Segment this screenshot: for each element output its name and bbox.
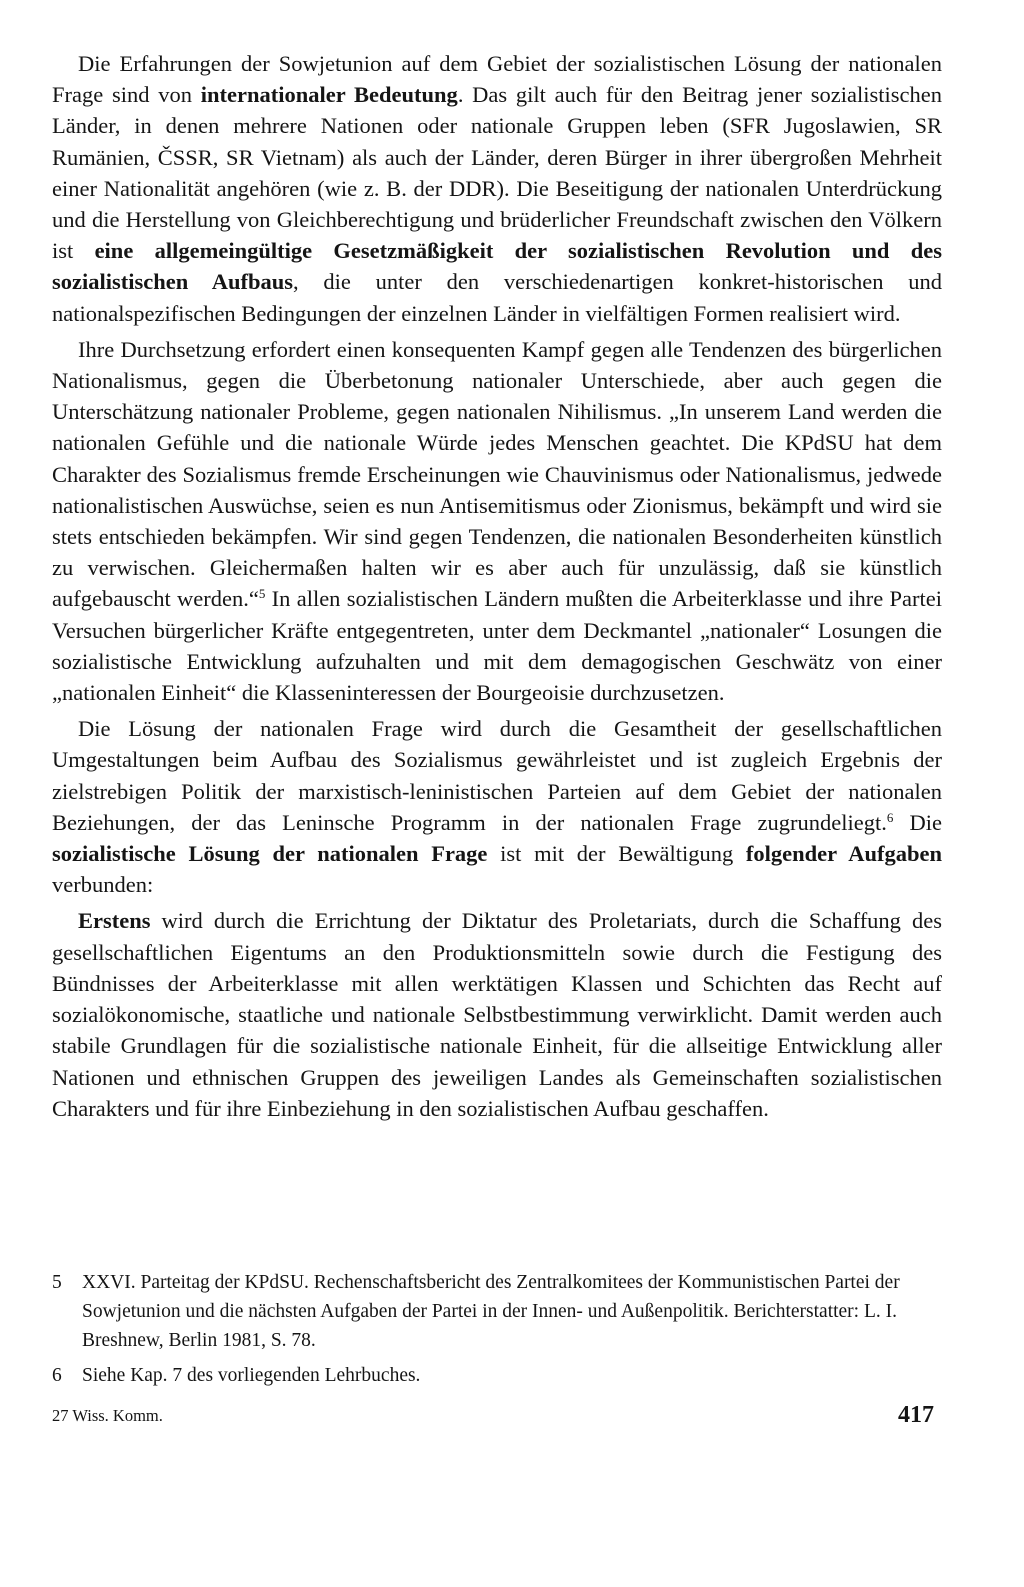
paragraph-2-text-b: In allen sozialistischen Ländern mußten die Arbeiterklasse und ihre Partei Versuchen bürgerlicher Kräfte entgegentreten, unter dem Deckmantel „nationaler“ Losungen die sozialistische Entwicklung aufzuhalten und mit dem demagogischen Geschwätz von einer „nationalen Einheit“ die Klasseninteressen der Bourgeoisie durchzusetzen. — [52, 586, 942, 706]
paragraph-2 — [52, 334, 942, 708]
footnote-text: Siehe Kap. 7 des vorliegenden Lehrbuches. — [82, 1365, 421, 1386]
page-number: 417 — [898, 1402, 934, 1428]
footnote-number: 6 — [52, 1365, 62, 1386]
paragraph-2-text-a: Ihre Durchsetzung erfordert einen konsequenten Kampf gegen alle Tendenzen des bürgerlichen Nationalismus, gegen die Überbetonung nationaler Unterschiede, aber auch gegen die Unterschätzung nationaler Probleme, gegen nationalen Nihilismus. „In unserem Land werden die nationalen Gefühle und die nationale Würde jedes Menschen geachtet. Die KPdSU hat dem Charakter des Sozialismus fremde Erscheinungen wie Chauvinismus oder Nationalismus, jedwede nationalistischen Auswüchse, seien es nun Antisemitismus oder Zionismus, bekämpft und wird sie stets entschieden bekämpfen. Wir sind gegen Tendenzen, die nationalen Besonderheiten künstlich zu verwischen. Gleichermaßen halten wir es aber auch für unzulässig, daß sie künstlich aufgebauscht werden.“ — [52, 336, 942, 612]
paragraph-3-bold-b: folgender Aufgaben — [745, 841, 942, 867]
paragraph-1-text-b: . Das gilt auch für den Beitrag jener sozialistischen Länder, in denen mehrere Nationen oder nationale Gruppen leben (SFR Jugoslawien, SR Rumänien, ČSSR, SR Vietnam) als auch der Länder, deren Bürger in ihrer übergroßen Mehrheit einer Nationalität angehören (wie z. B. der DDR). Die Beseitigung der nationalen Unterdrückung und die Herstellung von Gleichberechtigung und brüderlicher Freundschaft zwischen den Völkern ist — [52, 82, 942, 264]
paragraph-3 — [52, 713, 942, 900]
paragraph-3-text-a: Die Lösung der nationalen Frage wird durch die Gesamtheit der gesellschaftlichen Umgestaltungen beim Aufbau des Sozialismus gewährleistet und ist zugleich Ergebnis der zielstrebigen Politik der marxistisch-leninistischen Parteien auf dem Gebiet der nationalen Beziehungen, der das Leninsche Programm in der nationalen Frage zugrundeliegt. — [52, 716, 942, 835]
paragraph-4-text-a: wird durch die Errichtung der Diktatur des Proletariats, durch die Schaffung des gesellschaftlichen Eigentums an den Produktionsmitteln sowie durch die Festigung des Bündnisses der Arbeiterklasse mit allen werktätigen Klassen und Schichten das Recht auf sozialökonomische, staatliche und nationale Selbstbestimmung verwirklicht. Damit werden auch stabile Grundlagen für die sozialistische nationale Einheit, für die allseitige Entwicklung aller Nationen und ethnischen Gruppen des jeweiligen Landes als Gemeinschaften sozialistischen Charakters und für ihre Einbeziehung in den sozialistischen Aufbau geschaffen. — [52, 908, 942, 1121]
paragraph-4 — [52, 905, 942, 1123]
paragraph-3-text-d: verbunden: — [52, 872, 154, 898]
paragraph-1 — [52, 48, 942, 329]
footnote-5 — [52, 1268, 942, 1355]
footnote-text: XXVI. Parteitag der KPdSU. Rechenschaftsbericht des Zentralkomitees der Kommunistischen Partei der Sowjetunion und die nächsten Aufgaben der Partei in der Innen- und Außenpolitik. Berichterstatter: L. I. Breshnew, Berlin 1981, S. 78. — [82, 1272, 900, 1351]
printer-signature: 27 Wiss. Komm. — [52, 1406, 163, 1425]
paragraph-1-bold-b: eine allgemeingültige Gesetzmäßigkeit der sozialistischen Revolution und des sozialistischen Aufbaus — [52, 238, 942, 295]
footnotes — [52, 1268, 942, 1396]
body-text — [52, 48, 942, 1129]
footnote-ref-6[interactable]: 6 — [886, 809, 894, 825]
paragraph-1-text-a: Die Erfahrungen der Sowjetunion auf dem Gebiet der sozialistischen Lösung der nationalen Frage sind von — [52, 51, 942, 108]
paragraph-4-bold-a: Erstens — [78, 908, 151, 934]
paragraph-3-text-c: ist mit der Bewältigung — [487, 841, 746, 867]
paragraph-3-bold-a: sozialistische Lösung der nationalen Frage — [52, 841, 488, 867]
paragraph-1-text-c: , die unter den verschiedenartigen konkret-historischen und nationalspezifischen Bedingungen der einzelnen Länder in vielfältigen Formen realisiert wird. — [52, 269, 942, 326]
paragraph-3-text-b: Die — [893, 809, 942, 835]
paragraph-1-bold-a: internationaler Bedeutung — [200, 82, 458, 108]
footnote-number: 5 — [52, 1272, 62, 1293]
page-footer — [52, 1402, 942, 1432]
footnote-6 — [52, 1361, 942, 1390]
footnote-ref-5[interactable]: 5 — [258, 586, 266, 602]
